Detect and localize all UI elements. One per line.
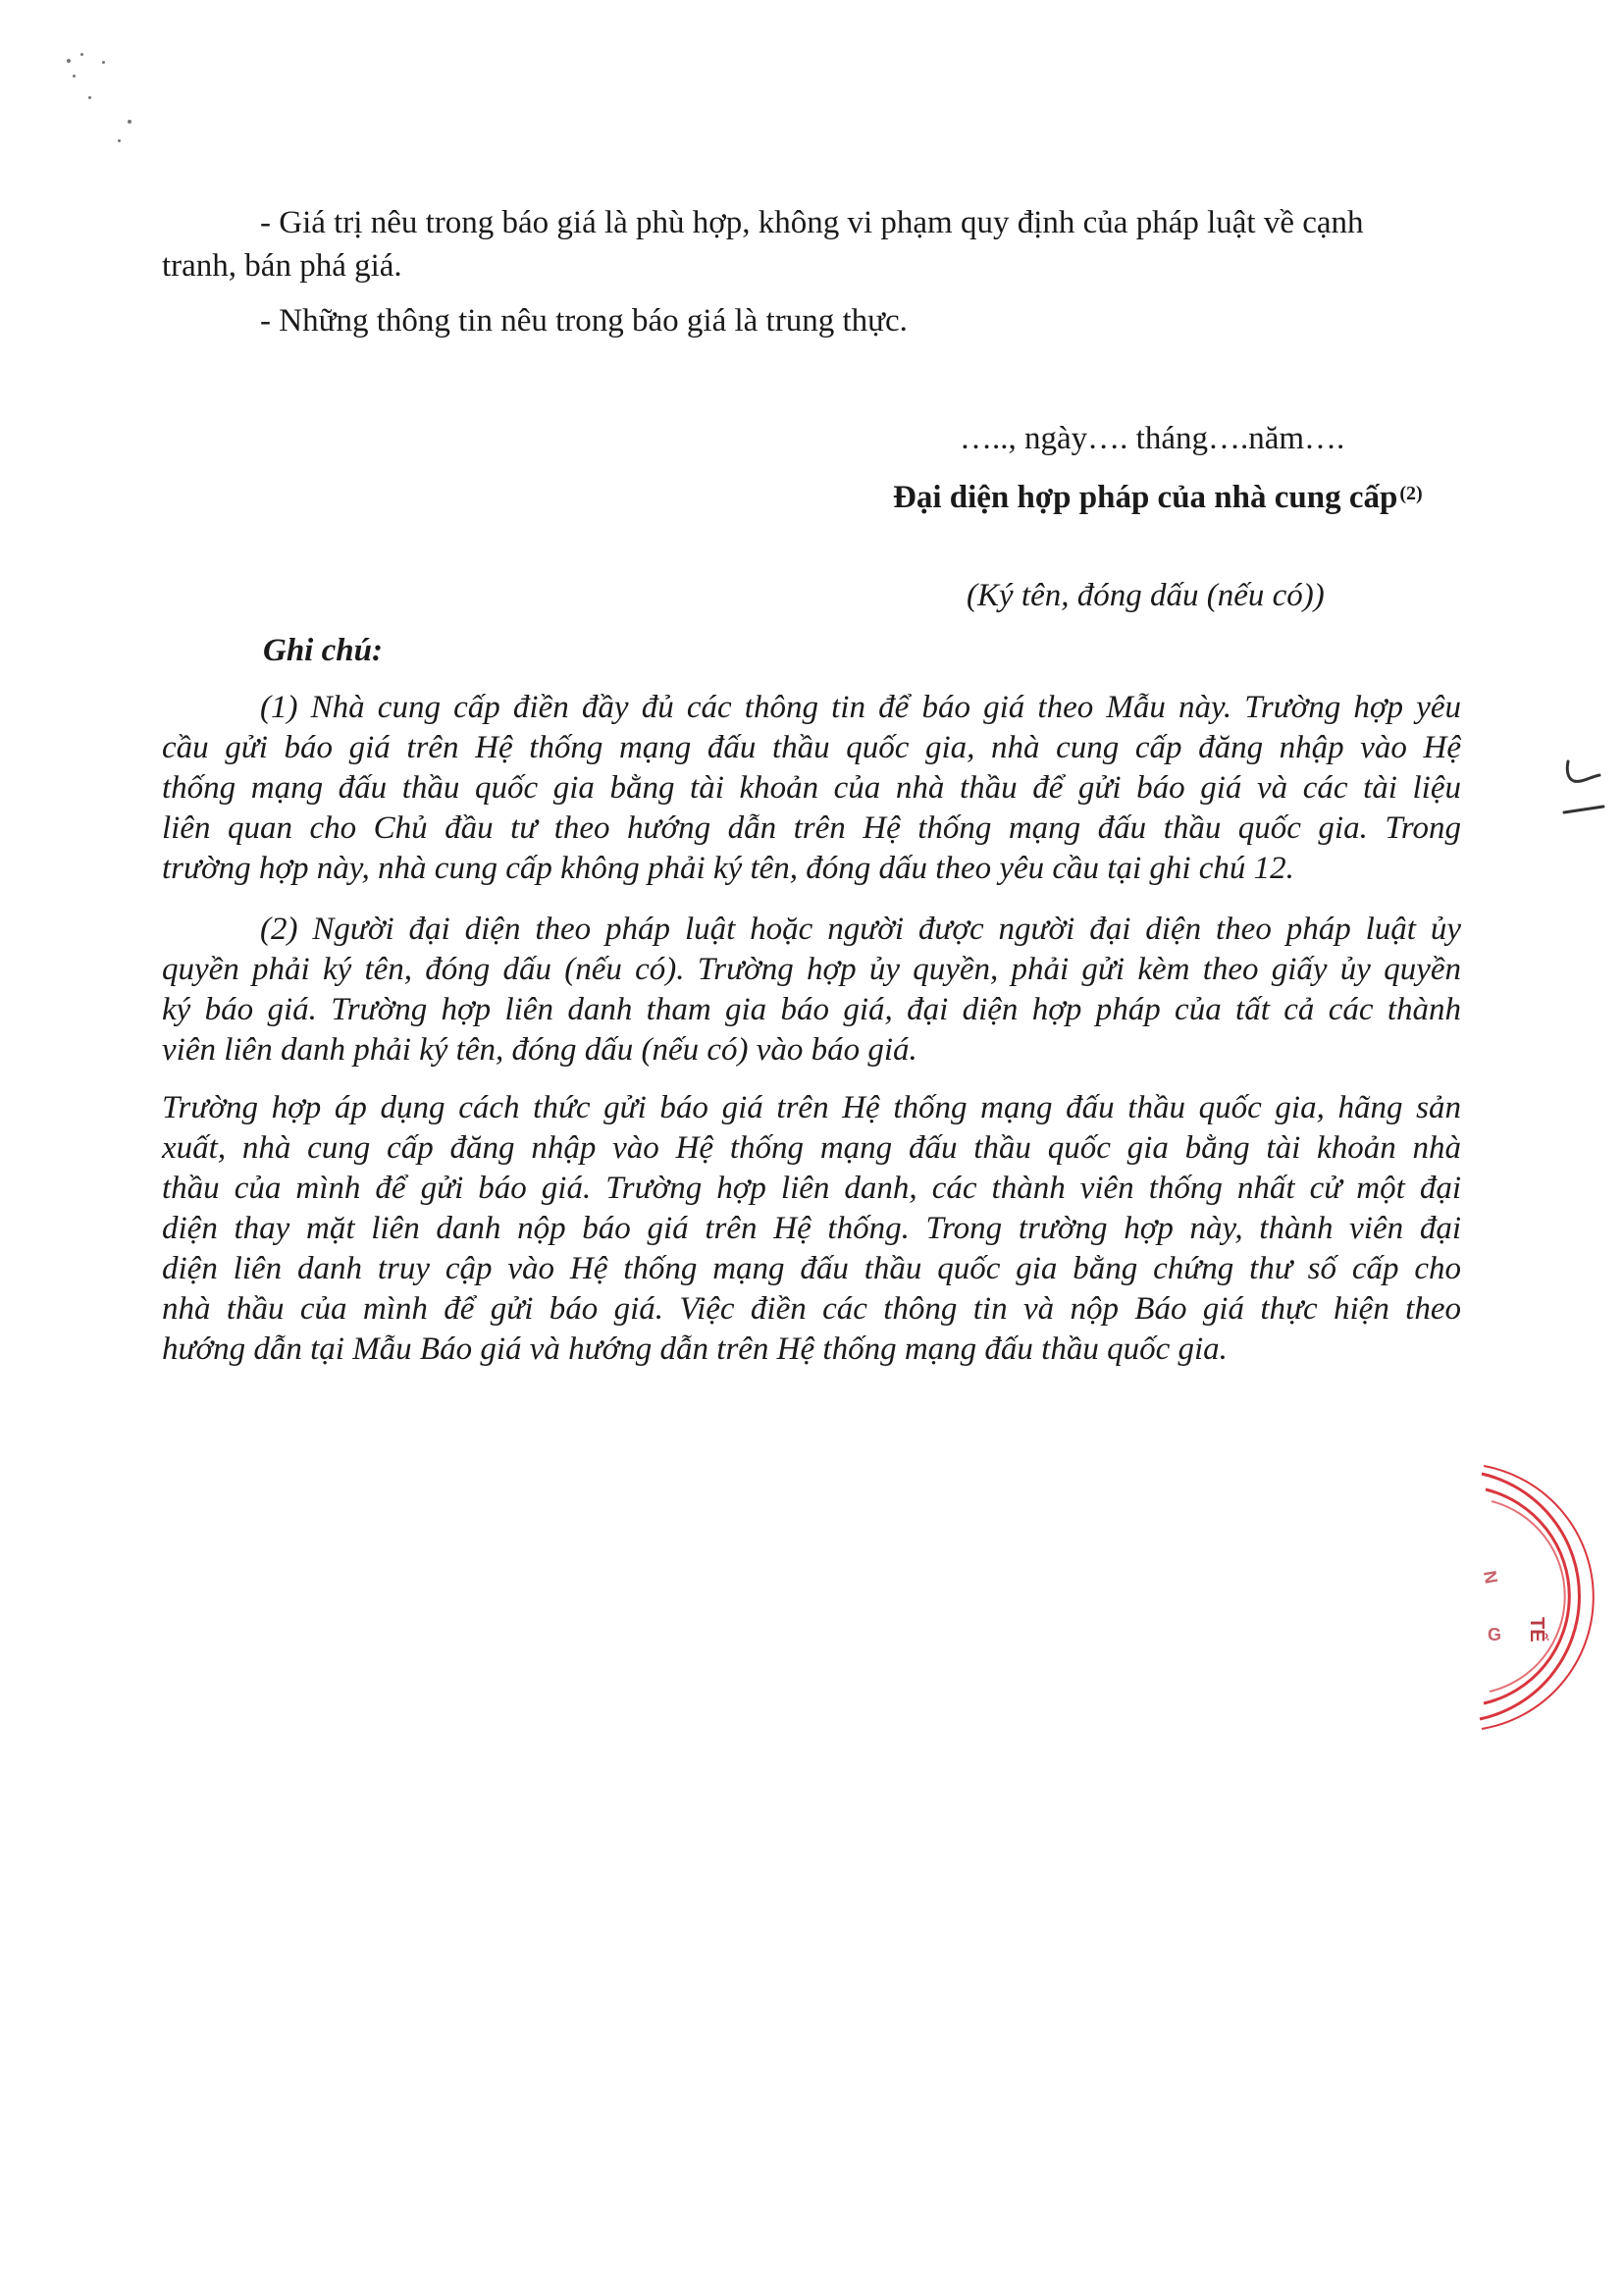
note-3-line: Trường hợp áp dụng cách thức gửi báo giá trên Hệ thống mạng đấu thầu quốc gia, hãng sản — [162, 1090, 1461, 1125]
note-3-line: diện liên danh truy cập vào Hệ thống mạng đấu thầu quốc gia bằng chứng thư số cấp cho — [162, 1251, 1461, 1286]
signature-title-footnote: (2) — [1399, 483, 1423, 504]
stamp-fragment-text: TẾ — [1526, 1617, 1547, 1643]
signature-title-text: Đại diện hợp pháp của nhà cung cấp — [893, 480, 1398, 515]
note-1-line: trường hợp này, nhà cung cấp không phải ký tên, đóng dấu theo yêu cầu tại ghi chú 12. — [162, 851, 1294, 886]
note-3-line: nhà thầu của mình để gửi báo giá. Việc điền các thông tin và nộp Báo giá thực hiện theo — [162, 1291, 1461, 1327]
note-1-line: liên quan cho Chủ đầu tư theo hướng dẫn trên Hệ thống mạng đấu thầu quốc gia. Trong — [162, 810, 1461, 846]
note-2-line: viên liên danh phải ký tên, đóng dấu (nếu có) vào báo giá. — [162, 1032, 917, 1068]
signature-title — [893, 477, 1423, 518]
signature-date-line: ….., ngày…. tháng….năm…. — [960, 421, 1345, 456]
note-2-line: ký báo giá. Trường hợp liên danh tham gia báo giá, đại diện hợp pháp của tất cả các thành — [162, 992, 1461, 1027]
note-1-line: cầu gửi báo giá trên Hệ thống mạng đấu thầu quốc gia, nhà cung cấp đăng nhập vào Hệ — [162, 730, 1461, 765]
note-1-line: thống mạng đấu thầu quốc gia bằng tài khoản của nhà thầu để gửi báo giá và các tài liệu — [162, 770, 1461, 806]
note-3-line: xuất, nhà cung cấp đăng nhập vào Hệ thống mạng đấu thầu quốc gia bằng tài khoản nhà — [162, 1130, 1461, 1166]
svg-text:G: G — [1488, 1625, 1502, 1644]
note-3-line: diện thay mặt liên danh nộp báo giá trên Hệ thống. Trong trường hợp này, thành viên đại — [162, 1211, 1461, 1246]
commitment-bullet-2: - Những thông tin nêu trong báo giá là trung thực. — [260, 303, 908, 339]
signature-instruction: (Ký tên, đóng dấu (nếu có)) — [967, 578, 1325, 613]
note-2-line: quyền phải ký tên, đóng dấu (nếu có). Trường hợp ủy quyền, phải gửi kèm theo giấy ủy quyền — [162, 952, 1461, 987]
handwritten-initial-mark — [1560, 756, 1609, 824]
red-seal-stamp-fragment — [1462, 1462, 1623, 1737]
svg-text:N: N — [1480, 1569, 1502, 1586]
notes-heading: Ghi chú: — [263, 633, 383, 668]
commitment-bullet-1-line-1: - Giá trị nêu trong báo giá là phù hợp, không vi phạm quy định của pháp luật về cạnh — [260, 205, 1364, 240]
commitment-bullet-1-line-2: tranh, bán phá giá. — [162, 248, 402, 284]
note-1-line: (1) Nhà cung cấp điền đầy đủ các thông tin để báo giá theo Mẫu này. Trường hợp yêu — [260, 690, 1461, 725]
note-3-line: hướng dẫn tại Mẫu Báo giá và hướng dẫn trên Hệ thống mạng đấu thầu quốc gia. — [162, 1331, 1228, 1367]
note-2-line: (2) Người đại diện theo pháp luật hoặc người được người đại diện theo pháp luật ủy — [260, 912, 1461, 947]
note-3-line: thầu của mình để gửi báo giá. Trường hợp liên danh, các thành viên thống nhất cử một đại — [162, 1171, 1461, 1206]
